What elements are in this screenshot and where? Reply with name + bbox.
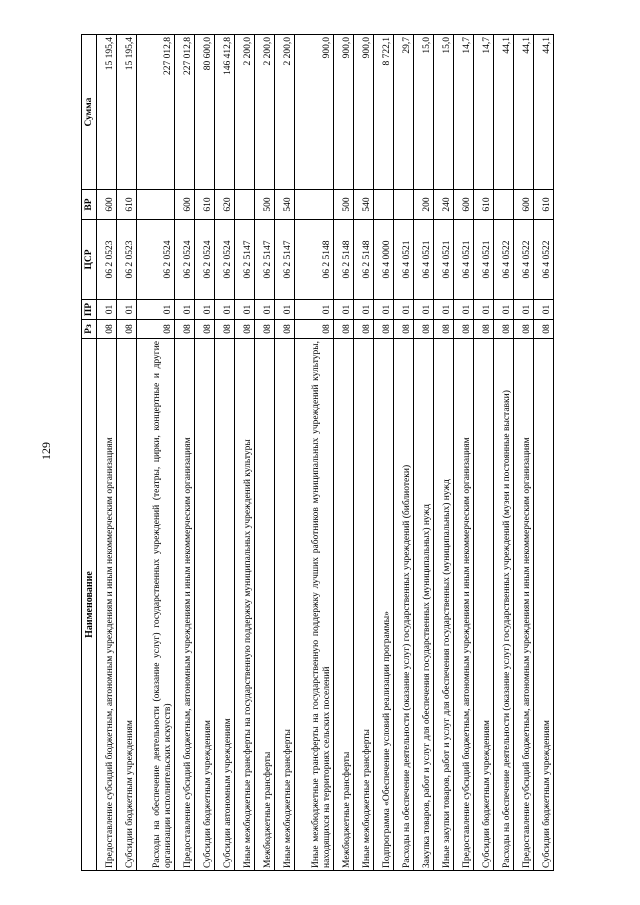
cell-sum: 900,0 [333,35,353,190]
cell-name: Иные межбюджетные трансферты [275,339,295,871]
table-row [195,35,215,871]
cell-pr: 01 [97,300,117,320]
cell-name: Расходы на обеспечение деятельности (оказание услуг) государственных учреждений (музеи и постоянные выставки) [493,339,513,871]
cell-sum: 2 200,0 [235,35,255,190]
cell-vr [373,190,393,220]
cell-sum: 227 012,8 [175,35,195,190]
cell-sum: 14,7 [453,35,473,190]
cell-rz: 08 [353,320,373,339]
cell-vr [493,190,513,220]
cell-sum: 900,0 [353,35,373,190]
cell-rz: 08 [117,320,137,339]
cell-name: Иные межбюджетные трансферты [353,339,373,871]
table-row [137,35,175,871]
cell-vr: 600 [513,190,533,220]
table-body [97,35,554,871]
cell-rz: 08 [513,320,533,339]
cell-vr: 540 [275,190,295,220]
cell-pr: 01 [353,300,373,320]
cell-vr: 610 [117,190,137,220]
cell-name: Иные межбюджетные трансферты на государственную поддержку лучших работников муниципальных учреждений культуры, находящихся на территориях сельских поселений [295,339,333,871]
cell-rz: 08 [195,320,215,339]
header-rz: Рз [82,320,97,339]
cell-vr: 620 [215,190,235,220]
cell-sum: 900,0 [295,35,333,190]
page-number: 129 [39,442,53,460]
cell-csr: 06 2 0524 [175,220,195,300]
cell-csr: 06 2 0524 [215,220,235,300]
cell-vr: 500 [255,190,275,220]
rotated-page-content [81,35,554,871]
cell-pr: 01 [493,300,513,320]
cell-csr: 06 2 0523 [97,220,117,300]
table-header-row [82,35,97,871]
table-row [97,35,117,871]
cell-csr: 06 2 5147 [255,220,275,300]
cell-pr: 01 [275,300,295,320]
cell-rz: 08 [413,320,433,339]
header-name: Наименование [82,339,97,871]
cell-pr: 01 [137,300,175,320]
cell-pr: 01 [333,300,353,320]
cell-pr: 01 [195,300,215,320]
cell-csr: 06 2 5147 [235,220,255,300]
cell-rz: 08 [493,320,513,339]
cell-rz: 08 [433,320,453,339]
table-row [255,35,275,871]
header-csr: ЦСР [82,220,97,300]
budget-table [81,34,554,871]
cell-sum: 2 200,0 [275,35,295,190]
cell-vr: 610 [533,190,553,220]
table-row [513,35,533,871]
cell-csr: 06 4 0522 [533,220,553,300]
cell-csr: 06 4 0521 [473,220,493,300]
cell-csr: 06 2 0524 [195,220,215,300]
table-row [175,35,195,871]
cell-vr: 600 [175,190,195,220]
cell-csr: 06 4 0000 [373,220,393,300]
cell-name: Субсидии бюджетным учреждениям [195,339,215,871]
cell-csr: 06 2 5147 [275,220,295,300]
cell-name: Расходы на обеспечение деятельности (оказание услуг) государственных учреждений (театры, цирки, концертные и другие организации исполнительских искусств) [137,339,175,871]
cell-name: Предоставление субсидий бюджетным, автономным учреждениям и иным некоммерческим организациям [453,339,473,871]
cell-name: Иные закупки товаров, работ и услуг для обеспечения государственных (муниципальных) нужд [433,339,453,871]
cell-csr: 06 2 5148 [333,220,353,300]
table-row [493,35,513,871]
cell-csr: 06 2 0523 [117,220,137,300]
cell-vr: 240 [433,190,453,220]
cell-pr: 01 [215,300,235,320]
cell-vr: 200 [413,190,433,220]
cell-sum: 227 012,8 [137,35,175,190]
cell-name: Субсидии бюджетным учреждениям [473,339,493,871]
cell-pr: 01 [453,300,473,320]
cell-pr: 01 [117,300,137,320]
cell-vr: 600 [453,190,473,220]
cell-rz: 08 [137,320,175,339]
cell-rz: 08 [175,320,195,339]
table-row [235,35,255,871]
table-row [215,35,235,871]
cell-name: Межбюджетные трансферты [333,339,353,871]
cell-vr [393,190,413,220]
cell-csr: 06 4 0522 [513,220,533,300]
cell-rz: 08 [215,320,235,339]
cell-sum: 146 412,8 [215,35,235,190]
cell-pr: 01 [533,300,553,320]
cell-rz: 08 [255,320,275,339]
cell-csr: 06 4 0521 [393,220,413,300]
cell-csr: 06 2 5148 [353,220,373,300]
cell-sum: 29,7 [393,35,413,190]
table-row [275,35,295,871]
header-pr: ПР [82,300,97,320]
cell-sum: 15,0 [413,35,433,190]
cell-pr: 01 [255,300,275,320]
cell-sum: 44,1 [533,35,553,190]
cell-rz: 08 [235,320,255,339]
cell-rz: 08 [453,320,473,339]
table-row [333,35,353,871]
cell-pr: 01 [235,300,255,320]
cell-csr: 06 2 5148 [295,220,333,300]
cell-csr: 06 4 0521 [413,220,433,300]
cell-pr: 01 [513,300,533,320]
cell-csr: 06 4 0521 [433,220,453,300]
cell-sum: 15 195,4 [97,35,117,190]
cell-vr [235,190,255,220]
table-row [433,35,453,871]
cell-vr [137,190,175,220]
cell-rz: 08 [393,320,413,339]
cell-rz: 08 [275,320,295,339]
cell-name: Расходы на обеспечение деятельности (оказание услуг) государственных учреждений (библиотеки) [393,339,413,871]
table-row [295,35,333,871]
table-row [473,35,493,871]
cell-name: Предоставление субсидий бюджетным, автономным учреждениям и иным некоммерческим организациям [97,339,117,871]
cell-sum: 44,1 [493,35,513,190]
cell-sum: 80 600,0 [195,35,215,190]
table-row [117,35,137,871]
cell-name: Межбюджетные трансферты [255,339,275,871]
cell-name: Иные межбюджетные трансферты на государственную поддержку муниципальных учреждений культуры [235,339,255,871]
cell-vr: 610 [195,190,215,220]
cell-name: Закупка товаров, работ и услуг для обеспечения государственных (муниципальных) нужд [413,339,433,871]
cell-vr: 540 [353,190,373,220]
cell-pr: 01 [473,300,493,320]
cell-name: Подпрограмма «Обеспечение условий реализации программы» [373,339,393,871]
cell-name: Субсидии автономным учреждениям [215,339,235,871]
table-row [373,35,393,871]
header-sum: Сумма [82,35,97,190]
cell-vr: 600 [97,190,117,220]
table-row [533,35,553,871]
cell-name: Предоставление субсидий бюджетным, автономным учреждениям и иным некоммерческим организациям [513,339,533,871]
cell-vr: 500 [333,190,353,220]
cell-csr: 06 4 0522 [493,220,513,300]
cell-vr: 610 [473,190,493,220]
cell-rz: 08 [97,320,117,339]
cell-rz: 08 [295,320,333,339]
cell-rz: 08 [473,320,493,339]
cell-csr: 06 4 0521 [453,220,473,300]
cell-name: Предоставление субсидий бюджетным, автономным учреждениям и иным некоммерческим организациям [175,339,195,871]
cell-vr [295,190,333,220]
table-row [353,35,373,871]
cell-name: Субсидии бюджетным учреждениям [533,339,553,871]
cell-sum: 15 195,4 [117,35,137,190]
cell-rz: 08 [533,320,553,339]
cell-name: Субсидии бюджетным учреждениям [117,339,137,871]
cell-pr: 01 [413,300,433,320]
cell-sum: 2 200,0 [255,35,275,190]
cell-pr: 01 [373,300,393,320]
cell-pr: 01 [295,300,333,320]
cell-sum: 15,0 [433,35,453,190]
cell-sum: 44,1 [513,35,533,190]
cell-pr: 01 [393,300,413,320]
table-row [413,35,433,871]
cell-pr: 01 [175,300,195,320]
cell-csr: 06 2 0524 [137,220,175,300]
cell-sum: 8 722,1 [373,35,393,190]
table-row [393,35,413,871]
cell-pr: 01 [433,300,453,320]
cell-rz: 08 [373,320,393,339]
cell-rz: 08 [333,320,353,339]
cell-sum: 14,7 [473,35,493,190]
header-vr: ВР [82,190,97,220]
table-row [453,35,473,871]
